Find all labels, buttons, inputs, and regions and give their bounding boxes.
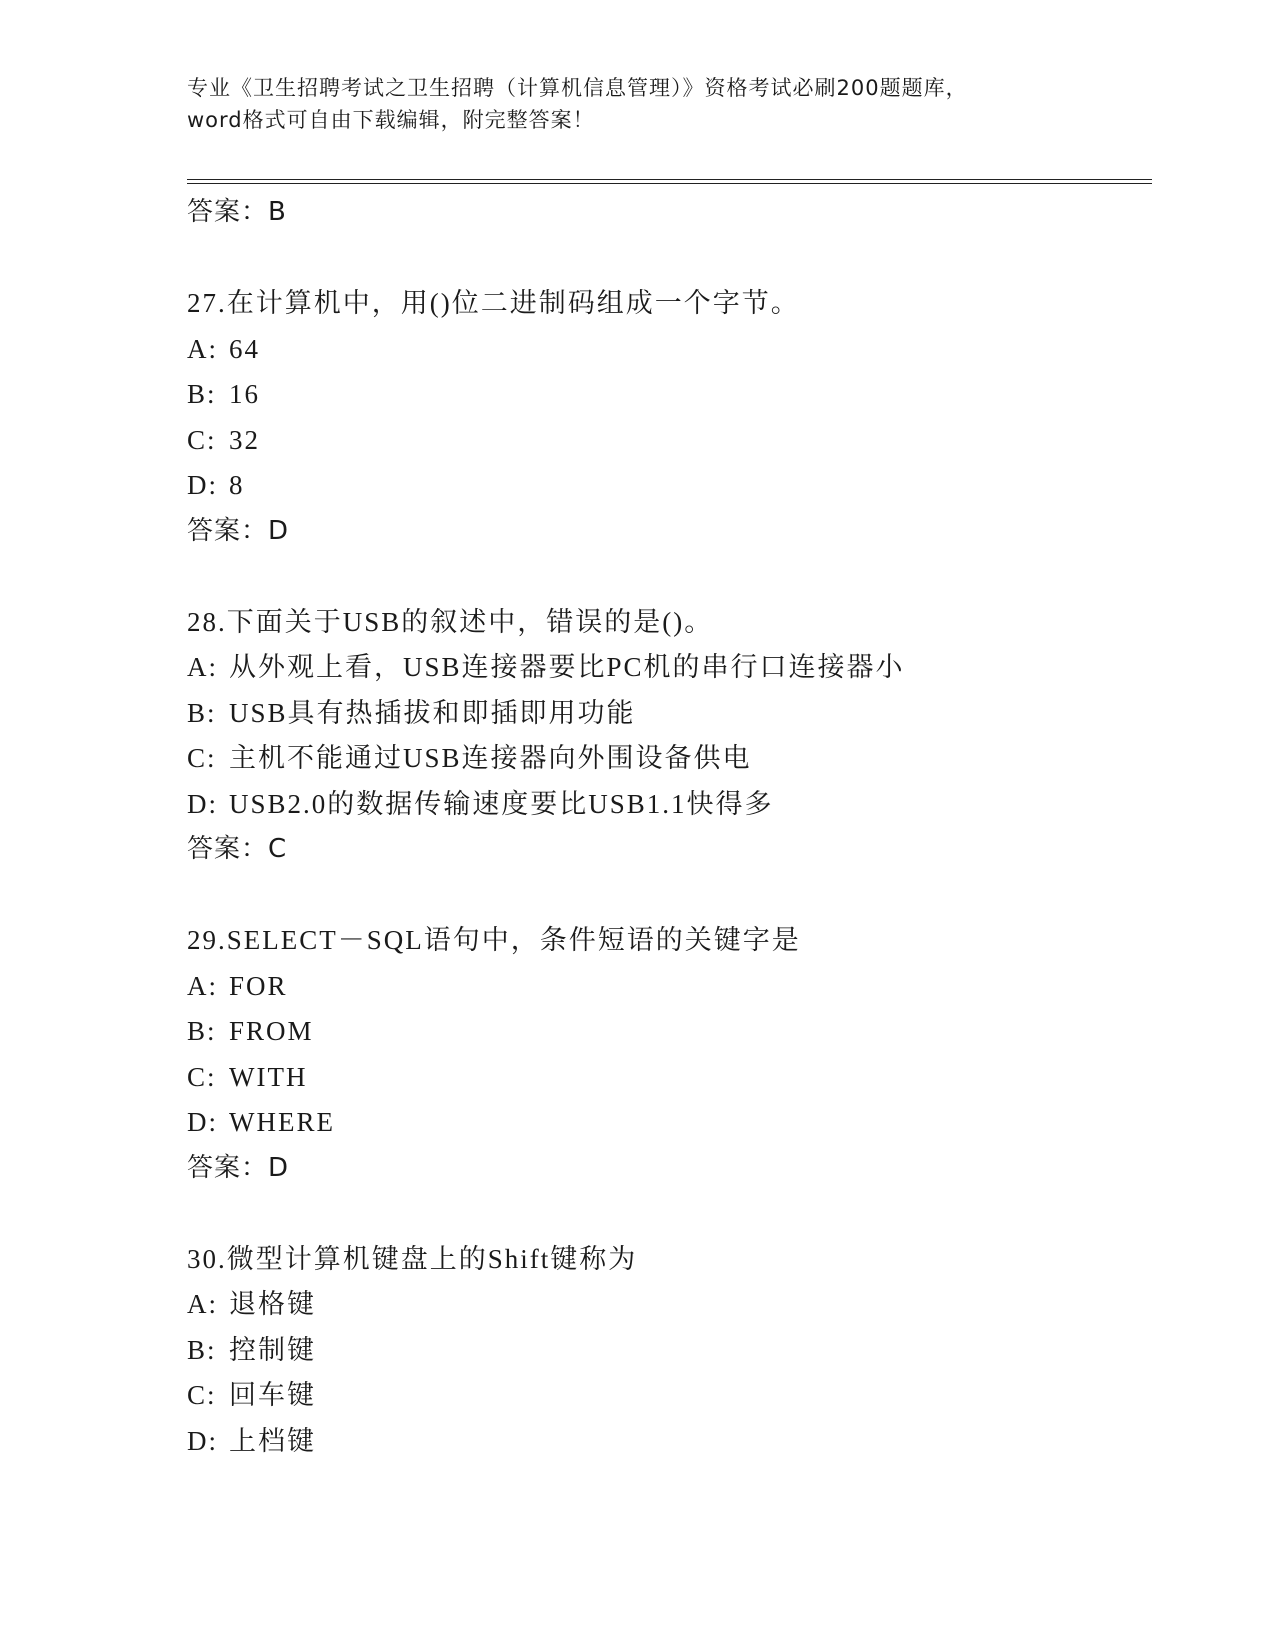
question-list	[187, 190, 1147, 1464]
option-c	[187, 1055, 1147, 1101]
question-item	[187, 281, 1147, 554]
question-item	[187, 600, 1147, 873]
option-label: D:	[187, 1107, 218, 1137]
question-text: 30.微型计算机键盘上的Shift键称为	[187, 1243, 638, 1274]
answer-line: 答案：D	[187, 515, 290, 546]
option-a	[187, 1282, 1147, 1328]
option-d	[187, 463, 1147, 509]
option-text: USB2.0的数据传输速度要比USB1.1快得多	[229, 788, 774, 819]
option-label: B:	[187, 697, 217, 728]
option-a	[187, 327, 1147, 373]
option-label: C:	[187, 743, 217, 773]
option-label: D:	[187, 1425, 218, 1456]
option-label: A:	[187, 1289, 218, 1319]
option-text: WHERE	[229, 1107, 335, 1137]
option-label: D:	[187, 470, 218, 500]
option-text: 8	[229, 470, 245, 500]
option-a	[187, 645, 1147, 691]
option-c	[187, 1373, 1147, 1419]
document-header	[187, 72, 1087, 136]
option-label: C:	[187, 424, 217, 455]
option-b	[187, 1328, 1147, 1374]
question-item	[187, 918, 1147, 1191]
option-text: 控制键	[229, 1334, 316, 1365]
option-text: USB具有热插拔和即插即用功能	[229, 697, 636, 728]
option-label: A:	[187, 333, 218, 364]
option-text: FOR	[229, 970, 288, 1001]
option-text: 32	[229, 424, 260, 455]
option-label: D:	[187, 788, 218, 819]
option-text: 从外观上看，USB连接器要比PC机的串行口连接器小	[229, 652, 905, 682]
question-item	[187, 1237, 1147, 1465]
option-text: 上档键	[229, 1425, 316, 1456]
answer-line: 答案：D	[187, 1152, 290, 1183]
option-label: C:	[187, 1380, 217, 1410]
header-rule-bottom	[187, 183, 1152, 184]
option-text: 64	[229, 333, 260, 364]
option-c	[187, 418, 1147, 464]
option-label: B:	[187, 1334, 217, 1365]
option-text: 16	[229, 379, 260, 409]
answer-line: 答案：C	[187, 834, 288, 864]
header-line-1: 专业《卫生招聘考试之卫生招聘（计算机信息管理）》资格考试必刷200题题库，	[187, 76, 968, 100]
option-c	[187, 736, 1147, 782]
option-text: WITH	[229, 1061, 308, 1092]
option-text: 退格键	[229, 1289, 316, 1319]
header-rule-top	[187, 179, 1152, 180]
option-label: A:	[187, 652, 218, 682]
option-label: A:	[187, 970, 218, 1001]
option-label: C:	[187, 1061, 217, 1092]
option-text: 回车键	[229, 1380, 316, 1410]
option-b	[187, 691, 1147, 737]
option-d	[187, 1100, 1147, 1146]
option-d	[187, 782, 1147, 828]
option-a	[187, 964, 1147, 1010]
question-text: 27.在计算机中，用()位二进制码组成一个字节。	[187, 288, 800, 318]
option-b	[187, 1009, 1147, 1055]
question-text: 28.下面关于USB的叙述中，错误的是()。	[187, 606, 714, 637]
option-label: B:	[187, 1016, 217, 1046]
question-text: 29.SELECT－SQL语句中，条件短语的关键字是	[187, 925, 801, 955]
option-d	[187, 1419, 1147, 1465]
option-text: FROM	[229, 1016, 314, 1046]
option-text: 主机不能通过USB连接器向外围设备供电	[229, 743, 752, 773]
option-b	[187, 372, 1147, 418]
option-label: B:	[187, 379, 217, 409]
header-line-2: word格式可自由下载编辑，附完整答案！	[187, 108, 595, 132]
answer-line: 答案：B	[187, 197, 287, 227]
